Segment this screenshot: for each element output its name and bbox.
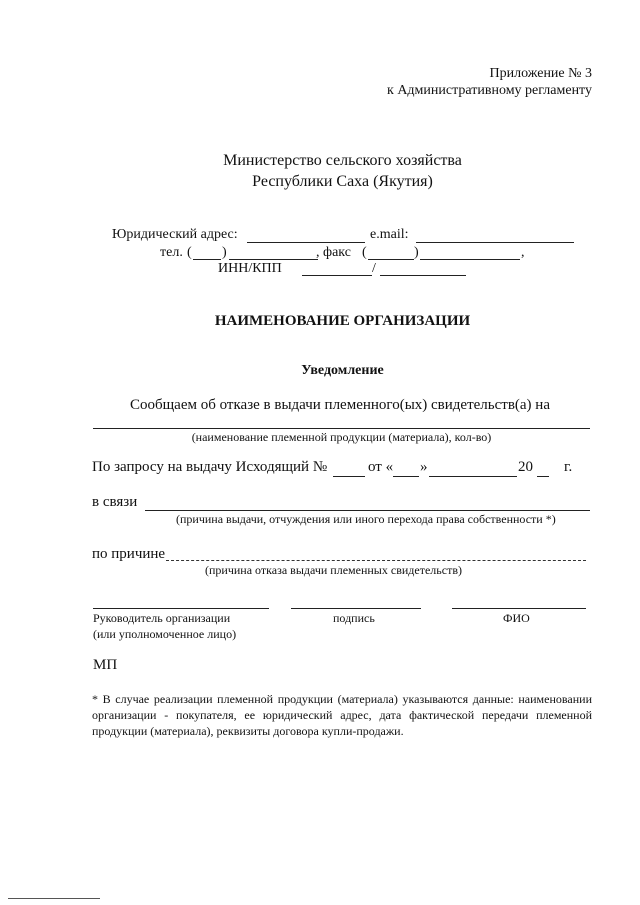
- reason-line: [166, 560, 586, 561]
- ministry-line2: Республики Саха (Якутия): [252, 173, 433, 190]
- request-month-line: [429, 476, 517, 477]
- fax-paren-open: (: [362, 245, 367, 260]
- request-year: 20: [518, 459, 533, 475]
- phone-code-line: [193, 259, 221, 260]
- request-year-suffix: г.: [564, 459, 573, 475]
- fax-code-line: [368, 259, 414, 260]
- fullname-label: ФИО: [503, 611, 530, 625]
- fax-label: , факс: [316, 245, 351, 260]
- fax-comma: ,: [521, 245, 525, 260]
- head-line: [93, 608, 269, 609]
- product-caption: (наименование племенной продукции (материала), кол-во): [191, 430, 492, 444]
- fax-paren-close: ): [414, 245, 419, 260]
- fax-number-line: [420, 259, 520, 260]
- fullname-line: [452, 608, 586, 609]
- head-label-line2: (или уполномоченное лицо): [93, 627, 237, 641]
- legal-address-label: Юридический адрес:: [112, 227, 238, 242]
- inn-slash: /: [372, 261, 376, 276]
- inn-line: [302, 275, 372, 276]
- request-number-line: [333, 476, 365, 477]
- phone-paren-open: (: [187, 245, 192, 260]
- email-line: [416, 242, 574, 243]
- request-quote-close: »: [420, 459, 428, 475]
- stamp-label: МП: [93, 657, 118, 673]
- reason-label: по причине: [92, 546, 166, 562]
- reason-caption: (причина отказа выдачи племенных свидетельств): [205, 563, 462, 577]
- connection-label: в связи: [92, 494, 138, 510]
- product-line: [93, 428, 590, 429]
- footnote: * В случае реализации племенной продукции (материала) указываются данные: наименовании организации - покупателя, ее юридический адрес, дата фактической передачи племенной продукции (материала), реквизиты договора купли-продажи.: [92, 692, 592, 738]
- kpp-line: [380, 275, 466, 276]
- request-day-line: [393, 476, 419, 477]
- request-prefix: По запросу на выдачу Исходящий №: [92, 459, 328, 475]
- request-year-line: [537, 476, 549, 477]
- phone-number-line: [229, 259, 318, 260]
- signature-label: подпись: [333, 611, 375, 625]
- ministry-line1: Министерство сельского хозяйства: [223, 152, 462, 169]
- request-from: от «: [368, 459, 394, 475]
- appendix-regulation: к Административному регламенту: [387, 83, 592, 98]
- refusal-text: Сообщаем об отказе в выдачи племенного(ых) свидетельств(а) на: [130, 397, 550, 413]
- org-name: НАИМЕНОВАНИЕ ОРГАНИЗАЦИИ: [214, 313, 471, 329]
- signature-line: [291, 608, 421, 609]
- legal-address-line: [247, 242, 365, 243]
- notice-title: Уведомление: [301, 363, 384, 378]
- page-bottom-rule: [8, 898, 100, 899]
- connection-line: [145, 510, 590, 511]
- head-label-line1: Руководитель организации: [93, 611, 231, 625]
- inn-label: ИНН/КПП: [218, 261, 282, 276]
- phone-label: тел.: [160, 245, 183, 260]
- email-label: e.mail:: [370, 227, 409, 242]
- connection-caption: (причина выдачи, отчуждения или иного перехода права собственности *): [176, 512, 556, 526]
- appendix-number: Приложение № 3: [489, 66, 592, 81]
- phone-paren-close: ): [222, 245, 227, 260]
